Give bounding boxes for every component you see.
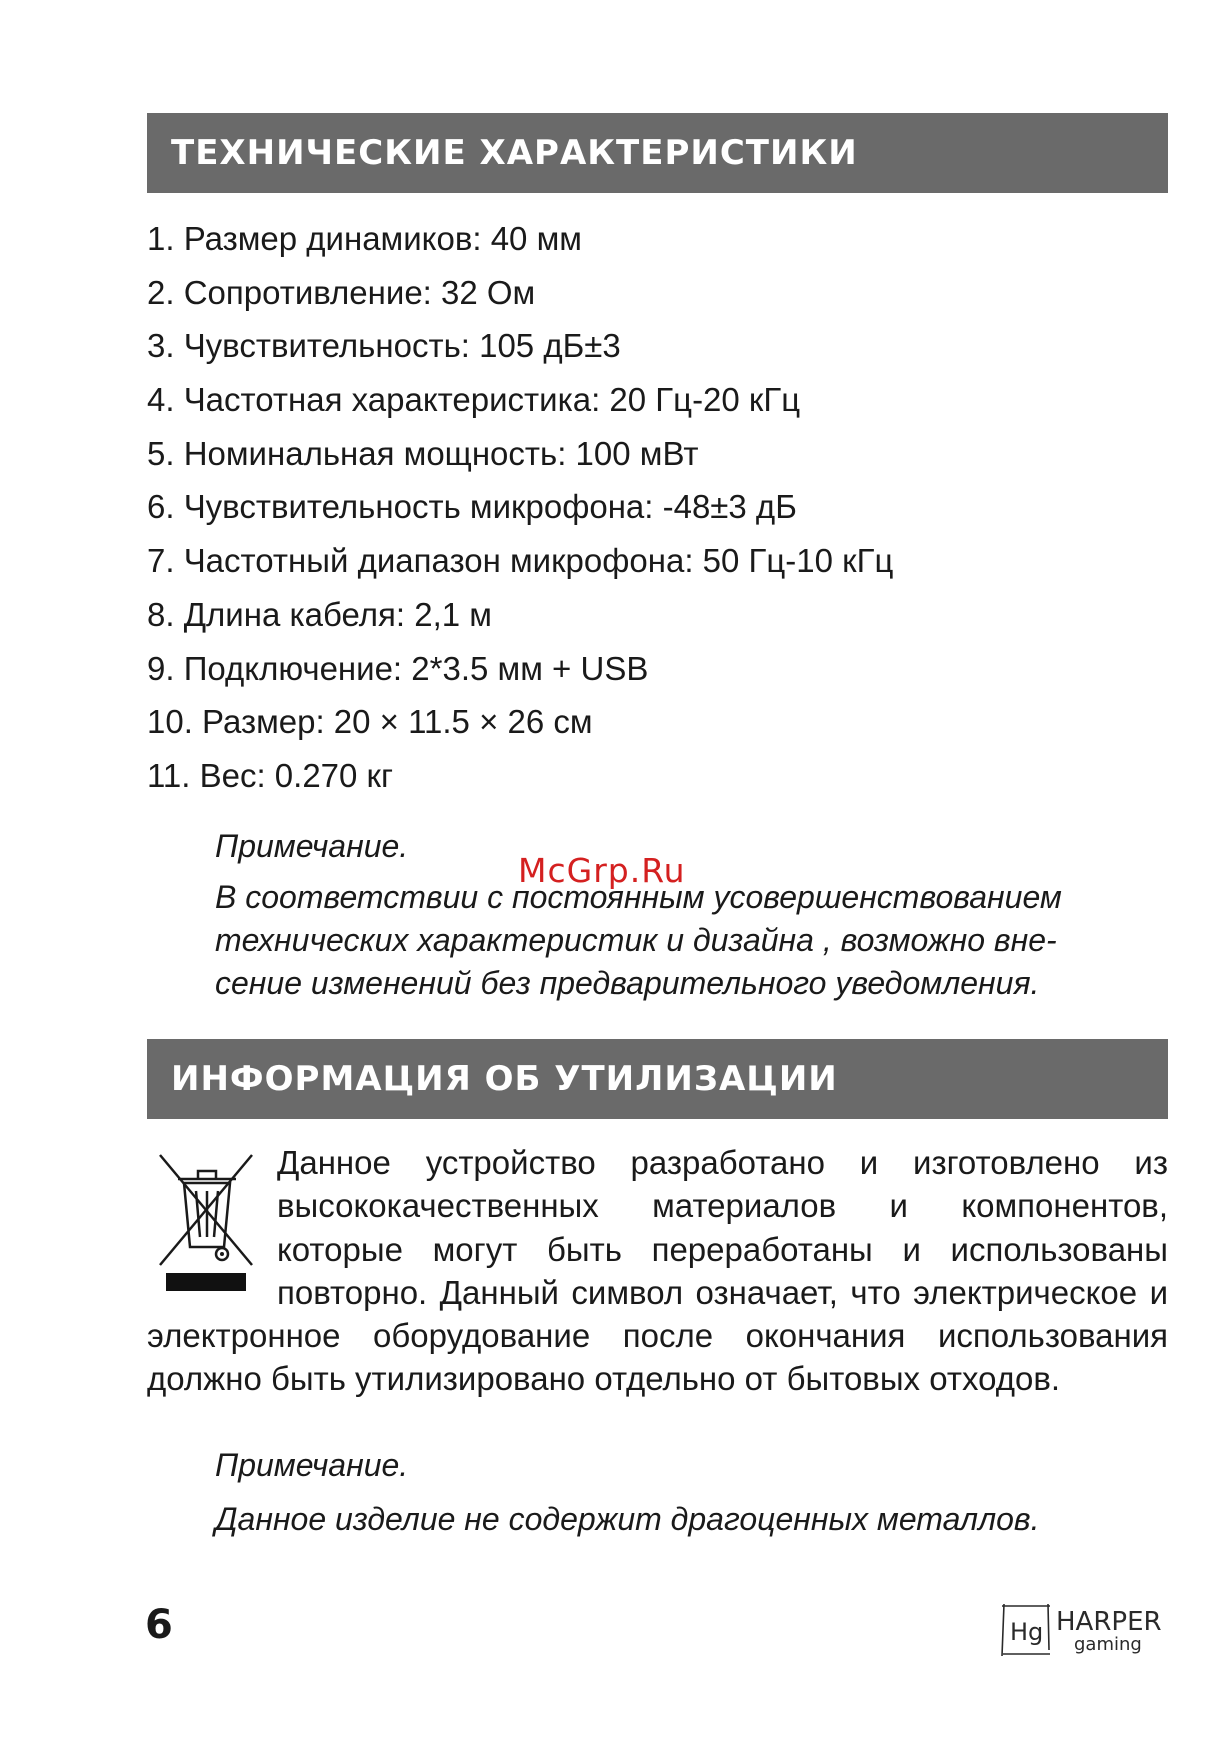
watermark: McGrp.Ru (518, 851, 686, 890)
note-text: Данное изделие не содержит драгоценных металлов. (215, 1501, 1040, 1537)
note-title: Примечание. (215, 828, 409, 864)
spec-item: 8. Длина кабеля: 2,1 м (147, 595, 492, 633)
logo-brand: HARPER (1056, 1607, 1162, 1637)
spec-item: 9. Подключение: 2*3.5 мм + USB (147, 649, 649, 687)
disposal-paragraph (147, 1141, 1168, 1401)
section-title-specs: ТЕХНИЧЕСКИЕ ХАРАКТЕРИСТИКИ (171, 133, 858, 173)
spec-item: 3. Чувствительность: 105 дБ±3 (147, 327, 621, 365)
logo-mark: Hg (1010, 1618, 1044, 1646)
spec-item: 11. Вес: 0.270 кг (147, 756, 394, 794)
note-text: В соответствии с постоянным усовершенствованием технических характеристик и дизайна , возможно вне-сение изменений без предварительного уведомления. (215, 879, 1062, 1001)
harper-gaming-logo (1000, 1600, 1172, 1660)
logo-sub: gaming (1074, 1634, 1142, 1655)
section-title-disposal: ИНФОРМАЦИЯ ОБ УТИЛИЗАЦИИ (171, 1059, 838, 1099)
spec-item: 4. Частотная характеристика: 20 Гц-20 кГц (147, 381, 801, 419)
disposal-note (215, 1441, 1115, 1543)
section-header-specs (147, 113, 1168, 193)
disposal-text: Данное устройство разработано и изготовлено из высококачественных материалов и компонентов, которые могут быть переработаны и использованы повторно. Данный символ означает, что электрическое и электронное оборудование после окончания использования должно быть утилизировано отдельно от бытовых отходов. (147, 1144, 1168, 1398)
spec-item: 7. Частотный диапазон микрофона: 50 Гц-10 кГц (147, 542, 894, 580)
section-header-disposal (147, 1039, 1168, 1119)
note-title: Примечание. (215, 1447, 409, 1483)
spec-item: 2. Сопротивление: 32 Ом (147, 273, 536, 311)
spec-item: 1. Размер динамиков: 40 мм (147, 220, 582, 257)
spec-item: 5. Номинальная мощность: 100 мВт (147, 434, 699, 472)
spec-item: 6. Чувствительность микрофона: -48±3 дБ (147, 488, 797, 526)
spec-list (147, 212, 1168, 803)
spec-item: 10. Размер: 20 × 11.5 × 26 см (147, 703, 593, 741)
specs-note (215, 822, 1115, 1005)
page-number: 6 (145, 1602, 173, 1648)
